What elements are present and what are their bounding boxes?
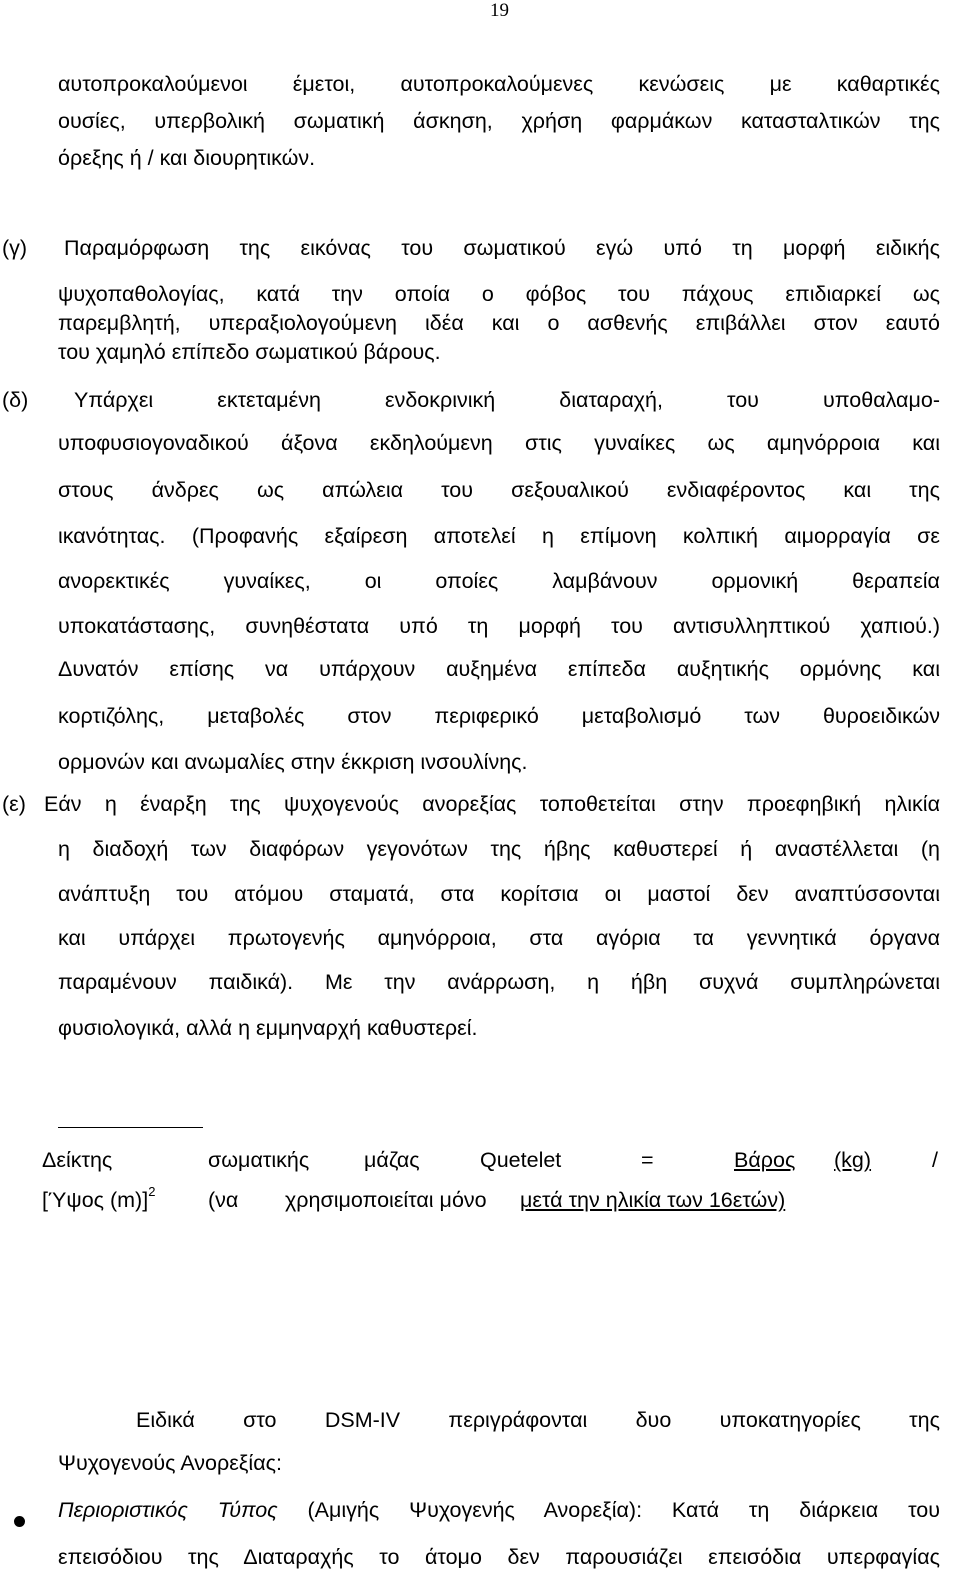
item-label-e: (ε) [2, 792, 26, 816]
text-line: η διαδοχή των διαφόρων γεγονότων της ήβης καθυστερεί ή αναστέλλεται (η [58, 837, 940, 861]
text-line: του χαμηλό επίπεδο σωματικού βάρους. [58, 340, 441, 364]
footnote-height-text: [Ύψος (m)] [42, 1188, 149, 1212]
text-line: όρεξης ή / και διουρητικών. [58, 146, 316, 170]
text-line: στους άνδρες ως απώλεια του σεξουαλικού ενδιαφέροντος και της [58, 478, 940, 502]
text-line: φυσιολογικά, αλλά η εμμηναρχή καθυστερεί. [58, 1016, 478, 1040]
footnote-word: / [932, 1148, 938, 1172]
text-line: Δυνατόν επίσης να υπάρχουν αυξημένα επίπεδα αυξητικής ορμόνης και [58, 657, 940, 681]
footnote-paren-text: (να [208, 1188, 239, 1212]
text-line: Ειδικά στο DSM-IV περιγράφονται δυο υποκατηγορίες της [136, 1408, 940, 1432]
footnote-word: = [641, 1148, 654, 1172]
text-line: κορτιζόλης, μεταβολές στον περιφερικό μεταβολισμό των θυροειδικών [58, 704, 940, 728]
text-line [58, 1498, 940, 1523]
text-line: Εάν η έναρξη της ψυχογενούς ανορεξίας τοποθετείται στην προεφηβική ηλικία [44, 792, 940, 816]
bullet-rest: (Αμιγής Ψυχογενής Ανορεξία): Κατά τη διάρκεια του [277, 1498, 940, 1522]
footnote-use-text: χρησιμοποιείται μόνο [285, 1188, 487, 1212]
footnote-age-text: μετά την ηλικία των 16ετών) [520, 1188, 786, 1212]
text-line: υποφυσιογοναδικού άξονα εκδηλούμενη στις γυναίκες ως αμηνόρροια και [58, 431, 940, 455]
text-line: ικανότητας. (Προφανής εξαίρεση αποτελεί η επίμονη κολπική αιμορραγία σε [58, 524, 940, 548]
footnote-rule [58, 1127, 203, 1128]
footnote-superscript: 2 [148, 1184, 156, 1199]
text-line: ανάπτυξη του ατόμου σταματά, στα κορίτσια οι μαστοί δεν αναπτύσσονται [58, 882, 940, 906]
footnote-word: σωματικής [208, 1148, 310, 1172]
footnote-height-term [42, 1184, 156, 1213]
text-line: επεισόδιου της Διαταραχής το άτομο δεν παρουσιάζει επεισόδια υπερφαγίας [58, 1545, 940, 1569]
footnote-word: Quetelet [480, 1148, 562, 1172]
text-line: υποκατάστασης, συνηθέστατα υπό τη μορφή του αντισυλληπτικού χαπιού.) [58, 614, 940, 638]
text-line: Υπάρχει εκτεταμένη ενδοκρινική διαταραχή, του υποθαλαμο- [74, 388, 940, 412]
item-label-g: (γ) [2, 236, 28, 260]
text-line: ουσίες, υπερβολική σωματική άσκηση, χρήση φαρμάκων κατασταλτικών της [58, 109, 940, 133]
item-label-d: (δ) [2, 388, 29, 412]
page-number: 19 [490, 0, 509, 21]
footnote-word: Δείκτης [42, 1148, 113, 1172]
footnote-word: Βάρος [734, 1148, 796, 1172]
text-line: αυτοπροκαλούμενοι έμετοι, αυτοπροκαλούμενες κενώσεις με καθαρτικές [58, 72, 940, 96]
text-line: παρεμβλητή, υπεραξιολογούμενη ιδέα και ο ασθενής επιβάλλει στον εαυτό [58, 311, 940, 335]
footnote-word: (kg) [834, 1148, 872, 1172]
bullet-dot [14, 1516, 25, 1527]
text-line: Παραμόρφωση της εικόνας του σωματικού εγώ υπό τη μορφή ειδικής [64, 236, 940, 260]
text-line: Ψυχογενούς Ανορεξίας: [58, 1451, 282, 1475]
footnote-line-2 [42, 1184, 940, 1218]
text-line: και υπάρχει πρωτογενής αμηνόρροια, στα αγόρια τα γεννητικά όργανα [58, 926, 940, 950]
text-line: ψυχοπαθολογίας, κατά την οποία ο φόβος του πάχους επιδιαρκεί ως [58, 282, 940, 306]
footnote-line-1 [42, 1148, 940, 1176]
text-line: παραμένουν παιδικά). Με την ανάρρωση, η ήβη συχνά συμπληρώνεται [58, 970, 940, 994]
text-line: ανορεκτικές γυναίκες, οι οποίες λαμβάνουν ορμονική θεραπεία [58, 569, 940, 593]
bullet-italic-term: Περιοριστικός Τύπος [58, 1498, 278, 1522]
footnote-word: μάζας [364, 1148, 420, 1172]
text-line: ορμονών και ανωμαλίες στην έκκριση ινσουλίνης. [58, 750, 528, 774]
